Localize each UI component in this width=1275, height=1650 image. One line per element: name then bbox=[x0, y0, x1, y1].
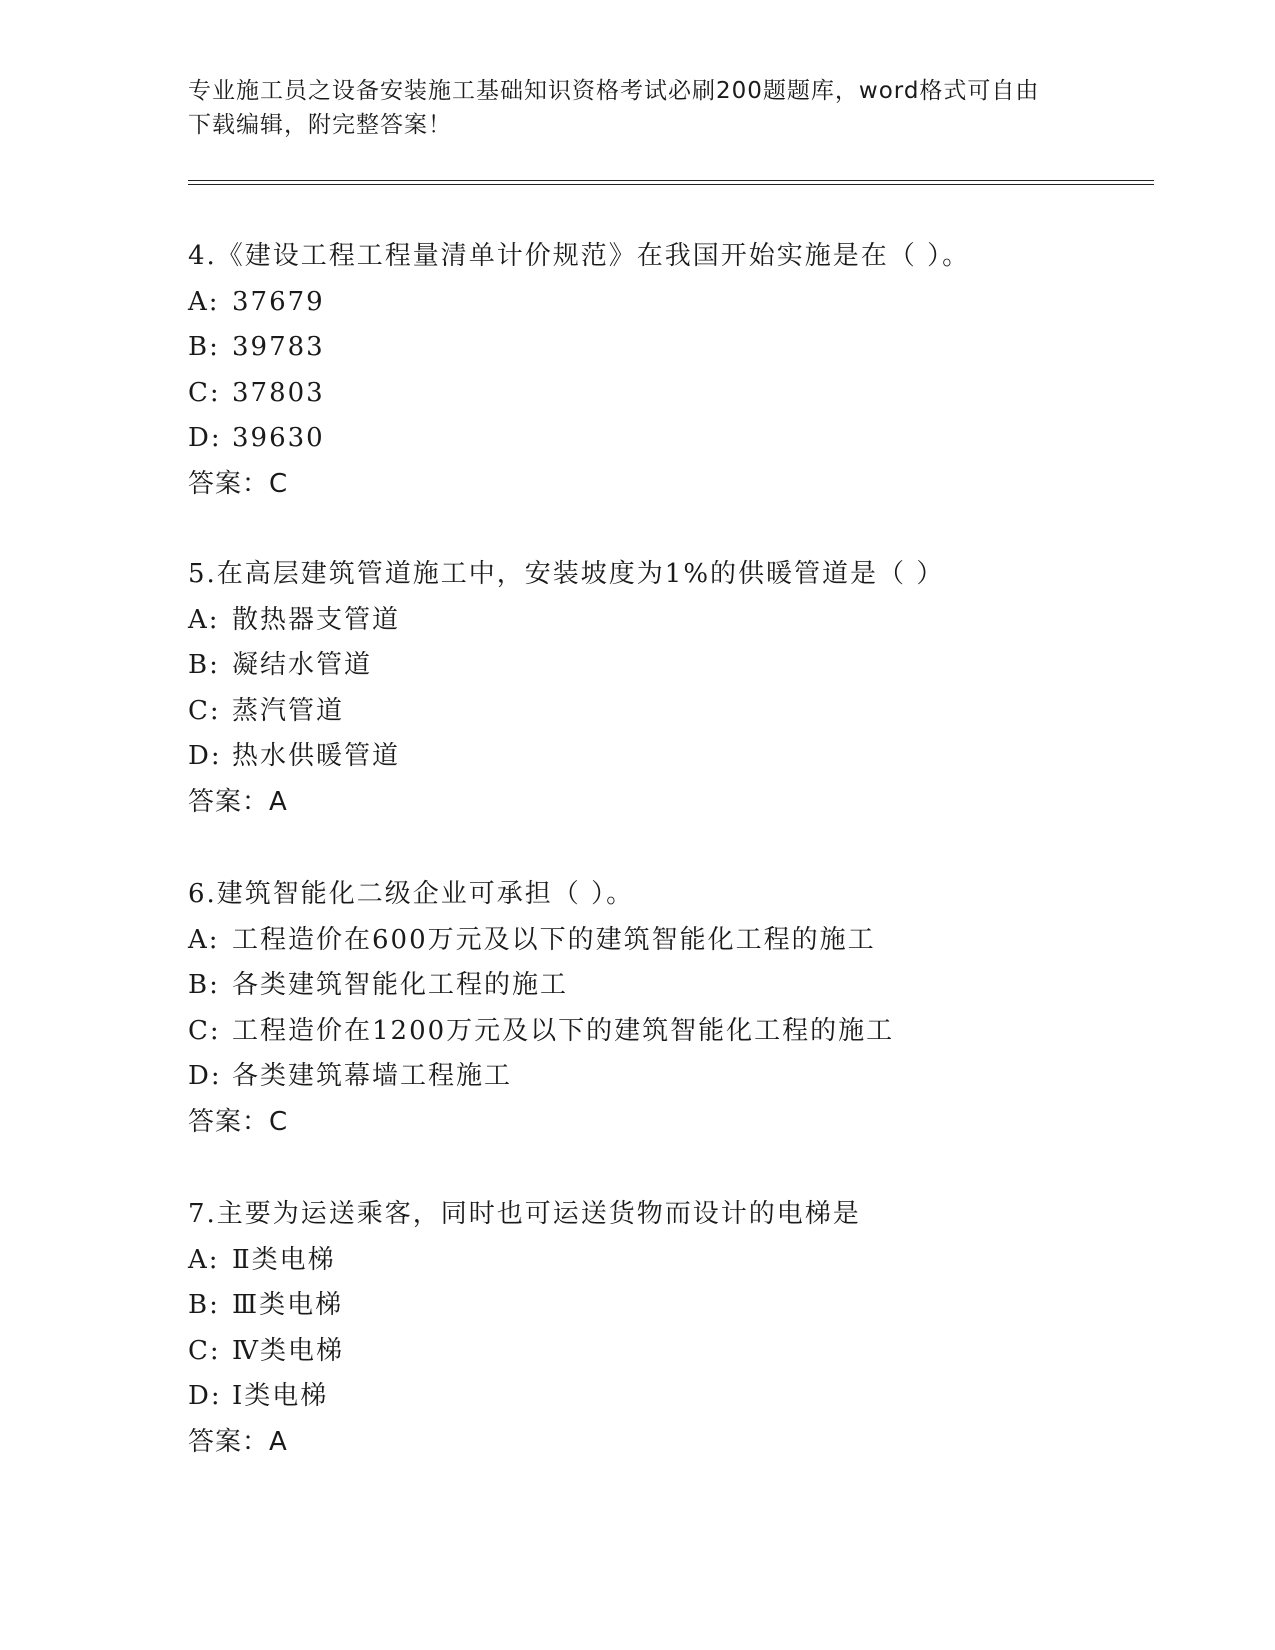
option-text: 工程造价在1200万元及以下的建筑智能化工程的施工 bbox=[232, 1015, 895, 1046]
option-d bbox=[188, 416, 1168, 462]
document-header bbox=[188, 74, 1068, 142]
option-text: 蒸汽管道 bbox=[232, 695, 345, 726]
option-d bbox=[188, 1054, 1168, 1100]
question-7 bbox=[188, 1192, 1168, 1465]
option-letter: D: bbox=[188, 1061, 222, 1091]
question-4 bbox=[188, 234, 1168, 507]
option-letter: C: bbox=[188, 1335, 221, 1366]
header-divider-bottom bbox=[188, 184, 1154, 185]
option-a bbox=[188, 918, 1168, 964]
question-stem: 6.建筑智能化二级企业可承担（ ）。 bbox=[188, 879, 635, 909]
option-a bbox=[188, 598, 1168, 644]
option-b bbox=[188, 1283, 1168, 1329]
answer-label: 答案： bbox=[188, 786, 270, 817]
option-letter: C: bbox=[188, 377, 221, 408]
option-b bbox=[188, 643, 1168, 689]
header-line-1: 专业施工员之设备安装施工基础知识资格考试必刷200题题库，word格式可自由 bbox=[188, 78, 1040, 104]
question-stem: 7.主要为运送乘客，同时也可运送货物而设计的电梯是 bbox=[188, 1199, 861, 1229]
option-text: 凝结水管道 bbox=[232, 650, 373, 680]
question-stem: 4.《建设工程工程量清单计价规范》在我国开始实施是在（ ）。 bbox=[188, 241, 971, 271]
option-text: 各类建筑幕墙工程施工 bbox=[232, 1061, 513, 1091]
option-text: Ⅲ类电梯 bbox=[232, 1290, 344, 1320]
option-b bbox=[188, 963, 1168, 1009]
option-letter: C: bbox=[188, 1015, 221, 1046]
option-text: Ⅳ类电梯 bbox=[232, 1335, 344, 1366]
answer-line bbox=[188, 462, 1168, 508]
answer-line bbox=[188, 1100, 1168, 1146]
question-stem: 5.在高层建筑管道施工中，安装坡度为1%的供暖管道是（ ） bbox=[188, 559, 945, 589]
header-line-2: 下载编辑，附完整答案！ bbox=[188, 112, 452, 138]
answer-value: A bbox=[269, 1426, 288, 1457]
option-c bbox=[188, 371, 1168, 417]
answer-value: C bbox=[269, 468, 289, 499]
question-5 bbox=[188, 552, 1168, 825]
answer-label: 答案： bbox=[188, 468, 270, 499]
option-letter: A: bbox=[188, 604, 220, 635]
answer-line bbox=[188, 780, 1168, 826]
option-letter: C: bbox=[188, 695, 221, 726]
option-text: 热水供暖管道 bbox=[232, 741, 401, 771]
option-text: 各类建筑智能化工程的施工 bbox=[232, 970, 569, 1000]
option-letter: A: bbox=[188, 1244, 220, 1275]
option-b bbox=[188, 325, 1168, 371]
option-d bbox=[188, 1374, 1168, 1420]
option-letter: B: bbox=[188, 1290, 220, 1320]
option-c bbox=[188, 1009, 1168, 1055]
option-text: Ⅱ类电梯 bbox=[232, 1244, 336, 1275]
option-text: 37679 bbox=[232, 286, 325, 317]
option-letter: B: bbox=[188, 970, 220, 1000]
answer-label: 答案： bbox=[188, 1106, 270, 1137]
option-a bbox=[188, 280, 1168, 326]
option-d bbox=[188, 734, 1168, 780]
option-letter: A: bbox=[188, 924, 220, 955]
answer-line bbox=[188, 1420, 1168, 1466]
option-letter: B: bbox=[188, 332, 220, 362]
option-text: 37803 bbox=[232, 377, 325, 408]
option-a bbox=[188, 1238, 1168, 1284]
option-text: 39783 bbox=[232, 332, 325, 362]
question-6 bbox=[188, 872, 1168, 1145]
option-text: 工程造价在600万元及以下的建筑智能化工程的施工 bbox=[232, 924, 876, 955]
header-divider-top bbox=[188, 180, 1154, 181]
option-letter: A: bbox=[188, 286, 220, 317]
option-text: 39630 bbox=[232, 423, 325, 453]
option-letter: D: bbox=[188, 1381, 222, 1411]
answer-label: 答案： bbox=[188, 1426, 270, 1457]
option-text: 散热器支管道 bbox=[232, 604, 401, 635]
answer-value: A bbox=[269, 786, 288, 817]
option-letter: B: bbox=[188, 650, 220, 680]
option-letter: D: bbox=[188, 741, 222, 771]
answer-value: C bbox=[269, 1106, 289, 1137]
option-text: Ⅰ类电梯 bbox=[232, 1381, 329, 1411]
option-letter: D: bbox=[188, 423, 222, 453]
option-c bbox=[188, 689, 1168, 735]
option-c bbox=[188, 1329, 1168, 1375]
